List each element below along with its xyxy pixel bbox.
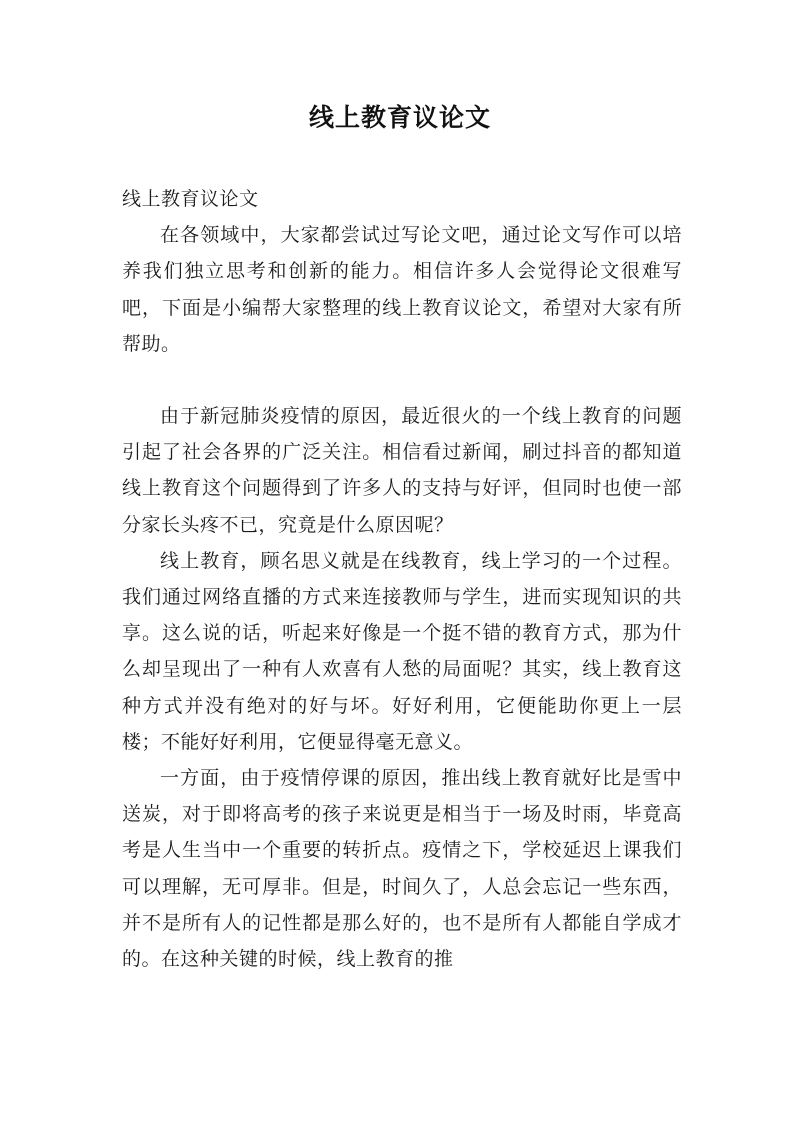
document-body: [122, 181, 682, 977]
page-title: 线上教育议论文: [308, 103, 491, 132]
paragraph-advantages: 一方面，由于疫情停课的原因，推出线上教育就好比是雪中送炭，对于即将高考的孩子来说更是相当于一场及时雨，毕竟高考是人生当中一个重要的转折点。疫情之下，学校延迟上课我们可以理解，无可厚非。但是，时间久了，人总会忘记一些东西，并不是所有人的记性都是那么好的，也不是所有人都能自学成才的。在这种关键的时候，线上教育的推: [122, 767, 682, 971]
paragraph-background: 由于新冠肺炎疫情的原因，最近很火的一个线上教育的问题引起了社会各界的广泛关注。相信看过新闻，刷过抖音的都知道线上教育这个问题得到了许多人的支持与好评，但同时也使一部分家长头疼不已，究竟是什么原因呢？: [122, 405, 682, 536]
paragraph-intro: 在各领域中，大家都尝试过写论文吧，通过论文写作可以培养我们独立思考和创新的能力。相信许多人会觉得论文很难写吧，下面是小编帮大家整理的线上教育议论文，希望对大家有所帮助。: [122, 224, 682, 355]
blank-line: [122, 362, 682, 398]
paragraph-definition: 线上教育，顾名思义就是在线教育，线上学习的一个过程。我们通过网络直播的方式来连接教师与学生，进而实现知识的共享。这么说的话，听起来好像是一个挺不错的教育方式，那为什么却呈现出了一种有人欢喜有人愁的局面呢？其实，线上教育这种方式并没有绝对的好与坏。好好利用，它便能助你更上一层楼；不能好好利用，它便显得毫无意义。: [122, 549, 682, 753]
document-subtitle: 线上教育议论文: [122, 188, 259, 210]
